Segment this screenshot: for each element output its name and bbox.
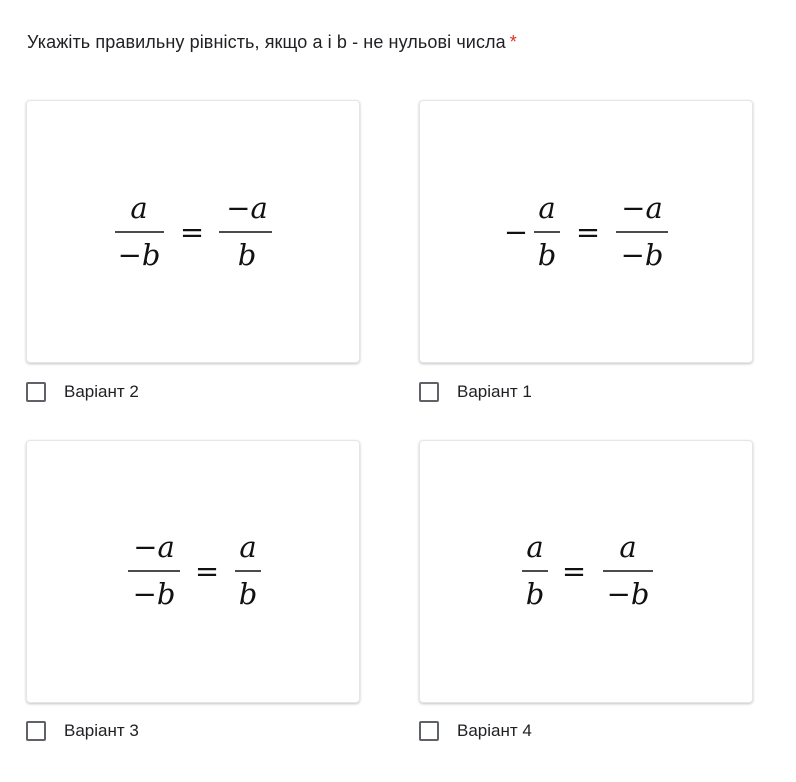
option-image-card-variant-2[interactable] — [26, 100, 360, 363]
formula-equals: = — [561, 554, 587, 588]
question-title — [27, 30, 517, 54]
formula-lhs-denominator: b — [525, 577, 545, 611]
formula-image — [420, 101, 754, 364]
formula-image — [27, 441, 361, 704]
checkbox[interactable] — [26, 382, 46, 402]
formula-lhs-denominator: b — [537, 238, 557, 272]
checkbox[interactable] — [419, 721, 439, 741]
formula-equals: = — [194, 554, 220, 588]
formula-lhs-sign: − — [503, 215, 529, 249]
option-image-card-variant-3[interactable] — [26, 440, 360, 703]
option-label: Варіант 1 — [457, 382, 532, 401]
question-text: Укажіть правильну рівність, якщо a і b - не нульові числа — [27, 32, 506, 52]
required-marker: * — [509, 32, 517, 52]
option-label: Варіант 3 — [64, 721, 139, 740]
formula-rhs-denominator: −b — [620, 238, 664, 272]
formula-rhs-numerator: a — [239, 530, 257, 564]
option-variant-1[interactable] — [419, 379, 532, 405]
formula-equals: = — [179, 215, 205, 249]
formula-lhs-numerator: a — [526, 530, 544, 564]
formula-rhs-numerator: a — [619, 530, 637, 564]
checkbox[interactable] — [419, 382, 439, 402]
option-label: Варіант 4 — [457, 721, 532, 740]
option-variant-4[interactable] — [419, 718, 532, 744]
formula-rhs-denominator: −b — [606, 577, 650, 611]
checkbox[interactable] — [26, 721, 46, 741]
formula-lhs-numerator: −a — [133, 530, 175, 564]
option-image-card-variant-1[interactable] — [419, 100, 753, 363]
formula-lhs-numerator: a — [538, 191, 556, 225]
option-image-card-variant-4[interactable] — [419, 440, 753, 703]
formula-rhs-denominator: b — [237, 238, 257, 272]
formula-image — [27, 101, 361, 364]
formula-equals: = — [575, 215, 601, 249]
formula-image — [420, 441, 754, 704]
formula-lhs-denominator: −b — [132, 577, 176, 611]
option-variant-3[interactable] — [26, 718, 139, 744]
formula-rhs-numerator: −a — [621, 191, 663, 225]
formula-lhs-numerator: a — [130, 191, 148, 225]
formula-rhs-numerator: −a — [226, 191, 268, 225]
formula-rhs-denominator: b — [238, 577, 258, 611]
formula-lhs-denominator: −b — [117, 238, 161, 272]
option-variant-2[interactable] — [26, 379, 139, 405]
option-label: Варіант 2 — [64, 382, 139, 401]
